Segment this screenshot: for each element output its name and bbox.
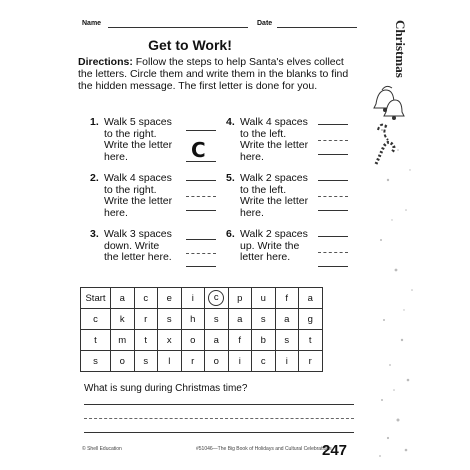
grid-cell[interactable]: t [299, 330, 323, 351]
step-number: 6. [226, 228, 235, 240]
step-text: Walk 4 spaces to the right. Write the letter here. [104, 172, 173, 219]
grid-cell[interactable]: a [228, 309, 252, 330]
answer-blank-3-top [186, 239, 216, 240]
grid-cell[interactable]: s [252, 309, 276, 330]
step-text: Walk 4 spaces to the left. Write the letter here. [240, 116, 309, 163]
grid-row [81, 351, 323, 372]
strip-title: Christmas [393, 20, 408, 78]
grid-cell[interactable]: o [181, 330, 205, 351]
page-number: 247 [322, 442, 348, 459]
answer-blank-6-top [318, 236, 348, 237]
grid-row [81, 288, 323, 309]
step-number: 5. [226, 172, 235, 184]
answer-line-guide [84, 418, 354, 419]
answer-line-2[interactable] [84, 432, 354, 433]
grid-cell[interactable]: h [181, 309, 205, 330]
answer-blank-6-mid [318, 252, 348, 253]
directions-label: Directions: [78, 56, 133, 68]
step-number: 1. [90, 116, 99, 128]
date-line [277, 27, 357, 28]
grid-cell[interactable]: f [275, 288, 299, 309]
page-title: Get to Work! [148, 37, 232, 53]
answer-blank-1-top [186, 130, 216, 131]
grid-cell[interactable]: l [158, 351, 182, 372]
grid-cell[interactable]: i [228, 351, 252, 372]
grid-cell[interactable]: x [158, 330, 182, 351]
grid-cell[interactable]: c [134, 288, 158, 309]
grid-cell[interactable]: k [111, 309, 135, 330]
grid-start-cell[interactable]: Start [81, 288, 111, 309]
grid-cell[interactable]: m [111, 330, 135, 351]
date-label: Date [257, 20, 273, 27]
step-number: 3. [90, 228, 99, 240]
answer-blank-3-mid [186, 253, 216, 254]
name-line [108, 27, 248, 28]
grid-cell[interactable]: t [134, 330, 158, 351]
grid-cell[interactable]: u [252, 288, 276, 309]
answer-blank-2-top [186, 180, 216, 181]
directions-paragraph [78, 56, 360, 93]
grid-cell[interactable]: a [299, 288, 323, 309]
answer-blank-5-top [318, 180, 348, 181]
grid-cell[interactable]: b [252, 330, 276, 351]
name-label: Name [82, 20, 102, 27]
step-text: Walk 5 spaces to the right. Write the letter here. [104, 116, 173, 163]
answer-blank-2-mid [186, 196, 216, 197]
step-text: Walk 2 spaces up. Write the letter here. [240, 228, 308, 264]
grid-cell[interactable]: p [228, 288, 252, 309]
answer-blank-1[interactable] [186, 161, 216, 162]
grid-cell[interactable]: t [81, 330, 111, 351]
answer-blank-3[interactable] [186, 266, 216, 267]
footer-publisher: © Shell Education [82, 446, 122, 452]
grid-cell[interactable]: c [252, 351, 276, 372]
step-text: Walk 3 spaces down. Write the letter here. [104, 228, 172, 264]
snow-dots-decoration [376, 120, 466, 460]
answer-blank-6[interactable] [318, 266, 348, 267]
grid-cell[interactable]: s [81, 351, 111, 372]
grid-cell[interactable]: a [205, 330, 229, 351]
grid-cell[interactable]: r [181, 351, 205, 372]
grid-cell[interactable]: i [275, 351, 299, 372]
answer-blank-4[interactable] [318, 154, 348, 155]
grid-cell[interactable]: r [299, 351, 323, 372]
grid-cell[interactable]: a [111, 288, 135, 309]
directions-text: Follow the steps to help Santa's elves collect the letters. Circle them and write them in the blanks to find the hidden message. The first letter is done for you. [78, 56, 349, 93]
answer-blank-2[interactable] [186, 210, 216, 211]
grid-cell[interactable]: r [134, 309, 158, 330]
grid-cell[interactable]: a [275, 309, 299, 330]
step-text: Walk 2 spaces to the left. Write the letter here. [240, 172, 309, 219]
grid-cell[interactable]: g [299, 309, 323, 330]
grid-cell[interactable]: s [134, 351, 158, 372]
question-text: What is sung during Christmas time? [84, 383, 248, 394]
grid-cell[interactable]: o [111, 351, 135, 372]
grid-cell[interactable]: e [158, 288, 182, 309]
answer-blank-4-top [318, 124, 348, 125]
step-number: 2. [90, 172, 99, 184]
answer-blank-4-mid [318, 140, 348, 141]
footer-book-title: #51046—The Big Book of Holidays and Cultural Celebrations [196, 446, 332, 452]
circled-letter: c [208, 290, 224, 306]
grid-cell[interactable]: c [81, 309, 111, 330]
answer-blank-5-mid [318, 196, 348, 197]
step-number: 4. [226, 116, 235, 128]
grid-cell[interactable]: s [158, 309, 182, 330]
grid-cell[interactable]: o [205, 351, 229, 372]
grid-cell[interactable]: s [205, 309, 229, 330]
grid-row [81, 309, 323, 330]
grid-cell[interactable] [205, 288, 229, 309]
grid-cell[interactable]: s [275, 330, 299, 351]
letter-grid [80, 287, 323, 372]
grid-cell[interactable]: f [228, 330, 252, 351]
answer-letter-1: C [191, 138, 206, 162]
grid-row [81, 330, 323, 351]
answer-blank-5[interactable] [318, 210, 348, 211]
answer-line-1[interactable] [84, 404, 354, 405]
grid-cell[interactable]: i [181, 288, 205, 309]
